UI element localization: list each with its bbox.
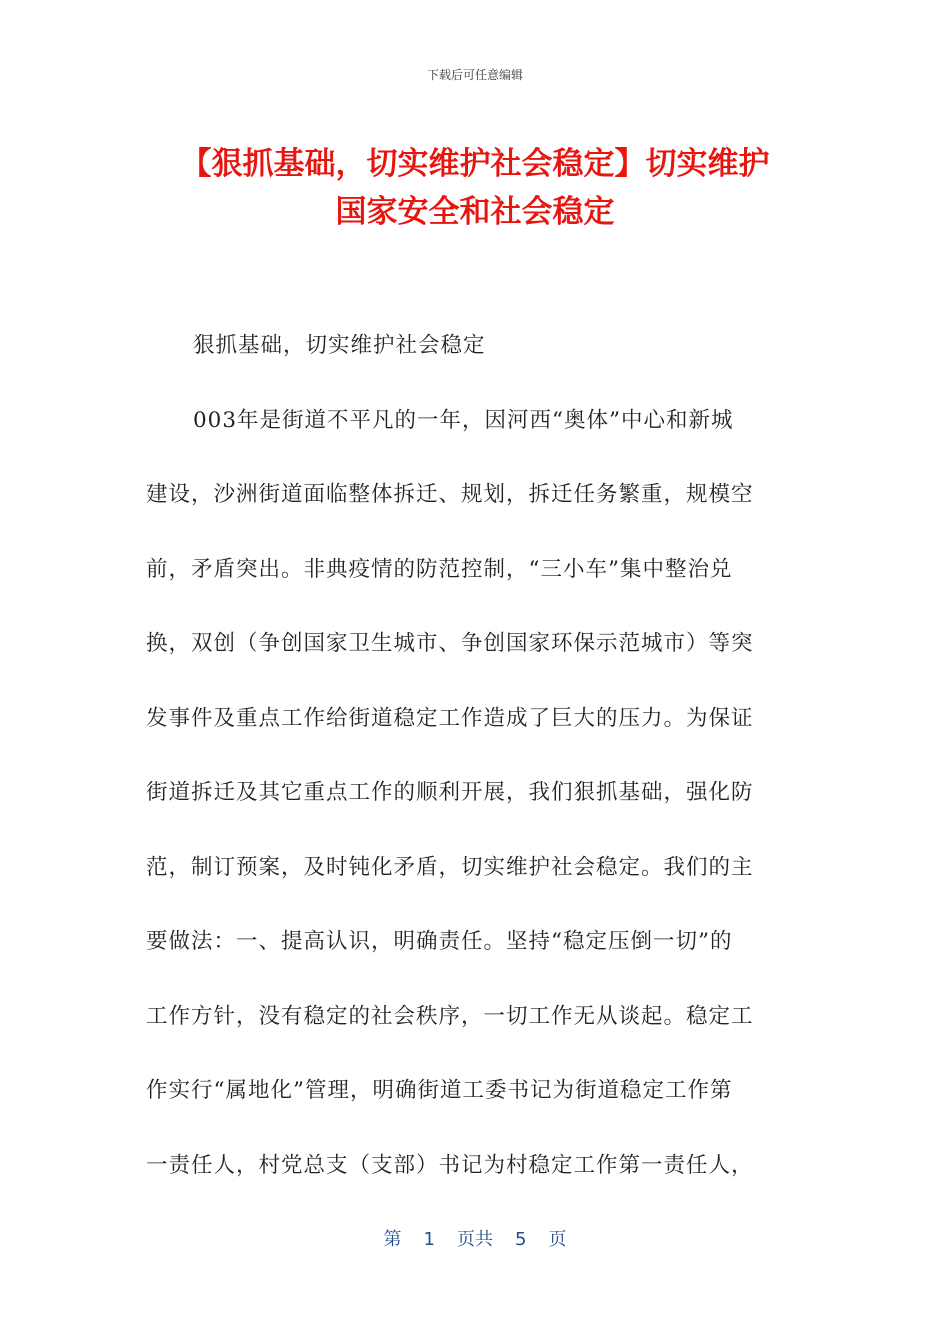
body-line: 前，矛盾突出。非典疫情的防范控制，“三小车”集中整治兑 <box>146 556 733 582</box>
page-label-mid: 页共 <box>457 1229 493 1250</box>
title-line-1: 【狠抓基础，切实维护社会稳定】切实维护 <box>180 146 770 182</box>
page-label-suffix: 页 <box>548 1229 567 1250</box>
body-line: 工作方针，没有稳定的社会秩序，一切工作无从谈起。稳定工 <box>146 1003 754 1029</box>
body-line: 街道拆迁及其它重点工作的顺利开展，我们狠抓基础，强化防 <box>146 780 754 805</box>
body-line: 范，制订预案，及时钝化矛盾，切实维护社会稳定。我们的主 <box>146 854 754 880</box>
body-line: 换，双创（争创国家卫生城市、争创国家环保示范城市）等突 <box>146 631 754 656</box>
page-label-prefix: 第 <box>383 1229 402 1250</box>
body-line: 一责任人，村党总支（支部）书记为村稳定工作第一责任人， <box>146 1152 754 1178</box>
section-subtitle: 狠抓基础，切实维护社会稳定 <box>193 333 486 358</box>
document-title <box>100 140 850 236</box>
body-line: 要做法：一、提高认识，明确责任。坚持“稳定压倒一切”的 <box>146 929 733 954</box>
body-line: 作实行“属地化”管理，明确街道工委书记为街道稳定工作第 <box>146 1078 733 1103</box>
total-pages-number: 5 <box>515 1229 527 1250</box>
document-body <box>146 309 806 1203</box>
body-line: 建设，沙洲街道面临整体拆迁、规划，拆迁任务繁重，规模空 <box>146 482 754 507</box>
body-line: 发事件及重点工作给街道稳定工作造成了巨大的压力。为保证 <box>146 705 754 731</box>
page-footer <box>0 1225 950 1251</box>
title-line-2: 国家安全和社会稳定 <box>335 194 615 230</box>
header-note: 下载后可任意编辑 <box>426 68 523 82</box>
current-page-number: 1 <box>423 1229 435 1250</box>
body-line: 003年是街道不平凡的一年，因河西“奥体”中心和新城 <box>193 407 734 433</box>
